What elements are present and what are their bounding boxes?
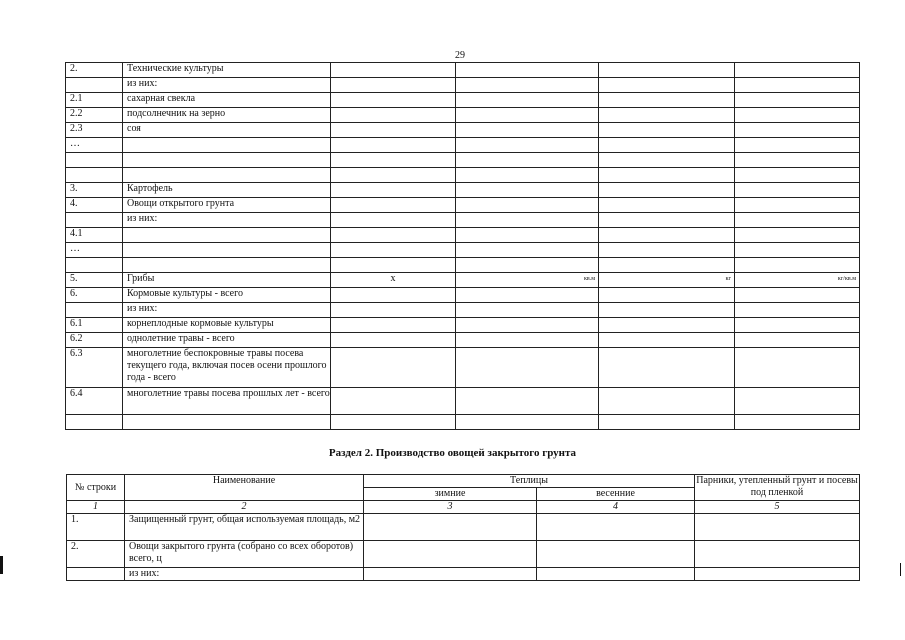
- value-cell[interactable]: [599, 333, 735, 348]
- value-cell[interactable]: [599, 243, 735, 258]
- value-cell[interactable]: [735, 303, 860, 318]
- table-row: [66, 63, 860, 78]
- value-cell[interactable]: [599, 108, 735, 123]
- column-number: 1: [67, 501, 125, 514]
- row-name: Технические культуры: [123, 63, 331, 78]
- value-cell[interactable]: [735, 93, 860, 108]
- value-cell[interactable]: [331, 228, 456, 243]
- table-row: [66, 108, 860, 123]
- table-row: [66, 348, 860, 388]
- value-cell[interactable]: [599, 318, 735, 333]
- value-cell[interactable]: [331, 258, 456, 273]
- scan-mark: [0, 556, 3, 574]
- value-cell[interactable]: [599, 138, 735, 153]
- row-number: …: [66, 243, 123, 258]
- row-number: 6.1: [66, 318, 123, 333]
- value-cell[interactable]: [364, 568, 537, 581]
- value-cell[interactable]: [331, 78, 456, 93]
- row-name: многолетние травы посева прошлых лет - всего: [123, 388, 331, 415]
- value-cell[interactable]: [456, 348, 599, 388]
- value-cell[interactable]: [735, 63, 860, 78]
- value-cell[interactable]: [331, 318, 456, 333]
- value-cell[interactable]: [735, 333, 860, 348]
- row-name: [123, 243, 331, 258]
- value-cell[interactable]: [599, 415, 735, 430]
- value-cell[interactable]: кг: [599, 273, 735, 288]
- row-number: 2.3: [66, 123, 123, 138]
- table-row: [66, 198, 860, 213]
- value-cell[interactable]: [331, 388, 456, 415]
- row-name: из них:: [123, 78, 331, 93]
- section-2-title: Раздел 2. Производство овощей закрытого грунта: [328, 447, 577, 459]
- value-cell[interactable]: [331, 288, 456, 303]
- table-row: [66, 258, 860, 273]
- table-row: [66, 123, 860, 138]
- table-row: [67, 568, 860, 581]
- value-cell[interactable]: [456, 213, 599, 228]
- row-number: [66, 213, 123, 228]
- row-name: Кормовые культуры - всего: [123, 288, 331, 303]
- value-cell[interactable]: [456, 415, 599, 430]
- row-number: …: [66, 138, 123, 153]
- value-cell[interactable]: [599, 288, 735, 303]
- row-number: 2.1: [66, 93, 123, 108]
- value-cell[interactable]: [599, 258, 735, 273]
- value-cell[interactable]: [599, 348, 735, 388]
- column-number: 3: [364, 501, 537, 514]
- table-row: [67, 514, 860, 541]
- row-name: корнеплодные кормовые культуры: [123, 318, 331, 333]
- row-number: [66, 303, 123, 318]
- value-cell[interactable]: [456, 333, 599, 348]
- table-row: [66, 183, 860, 198]
- value-cell[interactable]: [331, 168, 456, 183]
- header-hotbeds: Парники, утепленный грунт и посевы под пленкой: [695, 475, 860, 501]
- value-cell[interactable]: [695, 541, 860, 568]
- value-cell[interactable]: [331, 153, 456, 168]
- value-cell[interactable]: [456, 243, 599, 258]
- value-cell[interactable]: [364, 514, 537, 541]
- row-name: сахарная свекла: [123, 93, 331, 108]
- value-cell[interactable]: [735, 288, 860, 303]
- value-cell[interactable]: [735, 388, 860, 415]
- value-cell[interactable]: [599, 303, 735, 318]
- value-cell[interactable]: [331, 198, 456, 213]
- value-cell[interactable]: [735, 78, 860, 93]
- row-name: однолетние травы - всего: [123, 333, 331, 348]
- value-cell[interactable]: [456, 258, 599, 273]
- table-row: [66, 153, 860, 168]
- value-cell[interactable]: [537, 568, 695, 581]
- value-cell[interactable]: [695, 514, 860, 541]
- column-number: 4: [537, 501, 695, 514]
- header-row-number: № строки: [67, 475, 125, 501]
- row-name: многолетние беспокровные травы посева текущего года, включая посев осени прошлого года - всего: [123, 348, 331, 388]
- value-cell[interactable]: [599, 228, 735, 243]
- value-cell[interactable]: [331, 415, 456, 430]
- value-cell[interactable]: [331, 348, 456, 388]
- value-cell[interactable]: [456, 288, 599, 303]
- table-row: [66, 168, 860, 183]
- value-cell[interactable]: [456, 153, 599, 168]
- value-cell[interactable]: [735, 153, 860, 168]
- value-cell[interactable]: [599, 123, 735, 138]
- row-number: 3.: [66, 183, 123, 198]
- row-number: 4.: [66, 198, 123, 213]
- value-cell[interactable]: [456, 123, 599, 138]
- table-row: [66, 243, 860, 258]
- row-number: 2.: [66, 63, 123, 78]
- table-row: [66, 213, 860, 228]
- table-row: [66, 273, 860, 288]
- column-number: 2: [125, 501, 364, 514]
- row-name: [123, 138, 331, 153]
- value-cell[interactable]: [735, 318, 860, 333]
- value-cell[interactable]: [456, 138, 599, 153]
- value-cell[interactable]: [599, 168, 735, 183]
- value-cell[interactable]: [456, 388, 599, 415]
- value-cell[interactable]: [735, 183, 860, 198]
- page-number: 29: [455, 50, 465, 61]
- value-cell[interactable]: [331, 303, 456, 318]
- table-row: [66, 415, 860, 430]
- row-name: [123, 228, 331, 243]
- value-cell[interactable]: [599, 153, 735, 168]
- table-row: [66, 78, 860, 93]
- column-number: 5: [695, 501, 860, 514]
- row-number: 6.3: [66, 348, 123, 388]
- row-number: 6.: [66, 288, 123, 303]
- row-number: [66, 415, 123, 430]
- row-name: подсолнечник на зерно: [123, 108, 331, 123]
- row-name: соя: [123, 123, 331, 138]
- table-row: [66, 288, 860, 303]
- value-cell[interactable]: [331, 138, 456, 153]
- crops-table: [65, 62, 860, 430]
- row-name: из них:: [123, 213, 331, 228]
- table-row: [67, 541, 860, 568]
- row-number: 6.2: [66, 333, 123, 348]
- row-name: Грибы: [123, 273, 331, 288]
- greenhouse-vegetables-table: [66, 474, 860, 581]
- scan-mark: [900, 563, 901, 576]
- row-number: [66, 153, 123, 168]
- header-spring: весенние: [537, 488, 695, 501]
- table-row: [66, 388, 860, 415]
- row-name: Картофель: [123, 183, 331, 198]
- row-name: из них:: [125, 568, 364, 581]
- value-cell[interactable]: [331, 243, 456, 258]
- row-name: Овощи открытого грунта: [123, 198, 331, 213]
- value-cell[interactable]: [695, 568, 860, 581]
- row-name: Овощи закрытого грунта (собрано со всех оборотов) всего, ц: [125, 541, 364, 568]
- value-cell[interactable]: [364, 541, 537, 568]
- value-cell[interactable]: [735, 228, 860, 243]
- header-winter: зимние: [364, 488, 537, 501]
- value-cell[interactable]: [331, 63, 456, 78]
- value-cell[interactable]: [331, 123, 456, 138]
- row-name: [123, 258, 331, 273]
- row-number: 6.4: [66, 388, 123, 415]
- value-cell[interactable]: кв.м: [456, 273, 599, 288]
- value-cell[interactable]: [735, 348, 860, 388]
- value-cell[interactable]: [599, 198, 735, 213]
- value-cell[interactable]: [331, 183, 456, 198]
- row-number: 2.: [67, 541, 125, 568]
- value-cell[interactable]: [599, 183, 735, 198]
- table-row: [66, 93, 860, 108]
- value-cell[interactable]: [599, 63, 735, 78]
- value-cell[interactable]: [735, 213, 860, 228]
- value-cell[interactable]: [456, 303, 599, 318]
- row-number: [66, 168, 123, 183]
- row-name: из них:: [123, 303, 331, 318]
- value-cell[interactable]: [537, 514, 695, 541]
- table-row: [66, 138, 860, 153]
- value-cell[interactable]: [735, 415, 860, 430]
- row-name: Защищенный грунт, общая используемая площадь, м2: [125, 514, 364, 541]
- value-cell[interactable]: [599, 388, 735, 415]
- value-cell[interactable]: [537, 541, 695, 568]
- value-cell[interactable]: [599, 78, 735, 93]
- header-name: Наименование: [125, 475, 364, 501]
- row-name: [123, 153, 331, 168]
- row-number: [67, 568, 125, 581]
- value-cell[interactable]: [331, 108, 456, 123]
- table-row: [66, 303, 860, 318]
- table-row: [66, 228, 860, 243]
- row-number: 1.: [67, 514, 125, 541]
- value-cell[interactable]: [735, 243, 860, 258]
- value-cell[interactable]: [456, 198, 599, 213]
- value-cell[interactable]: [331, 333, 456, 348]
- value-cell[interactable]: [456, 93, 599, 108]
- row-number: [66, 258, 123, 273]
- row-number: 2.2: [66, 108, 123, 123]
- value-cell[interactable]: [735, 108, 860, 123]
- value-cell[interactable]: [456, 63, 599, 78]
- table-row: [66, 318, 860, 333]
- value-cell[interactable]: [735, 138, 860, 153]
- header-greenhouses: Теплицы: [364, 475, 695, 488]
- value-cell[interactable]: [331, 93, 456, 108]
- value-cell[interactable]: х: [331, 273, 456, 288]
- value-cell[interactable]: [456, 228, 599, 243]
- value-cell[interactable]: [456, 108, 599, 123]
- value-cell[interactable]: [735, 168, 860, 183]
- row-name: [123, 168, 331, 183]
- row-name: [123, 415, 331, 430]
- value-cell[interactable]: [599, 213, 735, 228]
- table-row: [66, 333, 860, 348]
- value-cell[interactable]: [735, 123, 860, 138]
- row-number: 4.1: [66, 228, 123, 243]
- value-cell[interactable]: [735, 198, 860, 213]
- value-cell[interactable]: кг/кв.м: [735, 273, 860, 288]
- value-cell[interactable]: [456, 78, 599, 93]
- value-cell[interactable]: [456, 168, 599, 183]
- value-cell[interactable]: [599, 93, 735, 108]
- value-cell[interactable]: [331, 213, 456, 228]
- value-cell[interactable]: [735, 258, 860, 273]
- row-number: 5.: [66, 273, 123, 288]
- value-cell[interactable]: [456, 318, 599, 333]
- row-number: [66, 78, 123, 93]
- value-cell[interactable]: [456, 183, 599, 198]
